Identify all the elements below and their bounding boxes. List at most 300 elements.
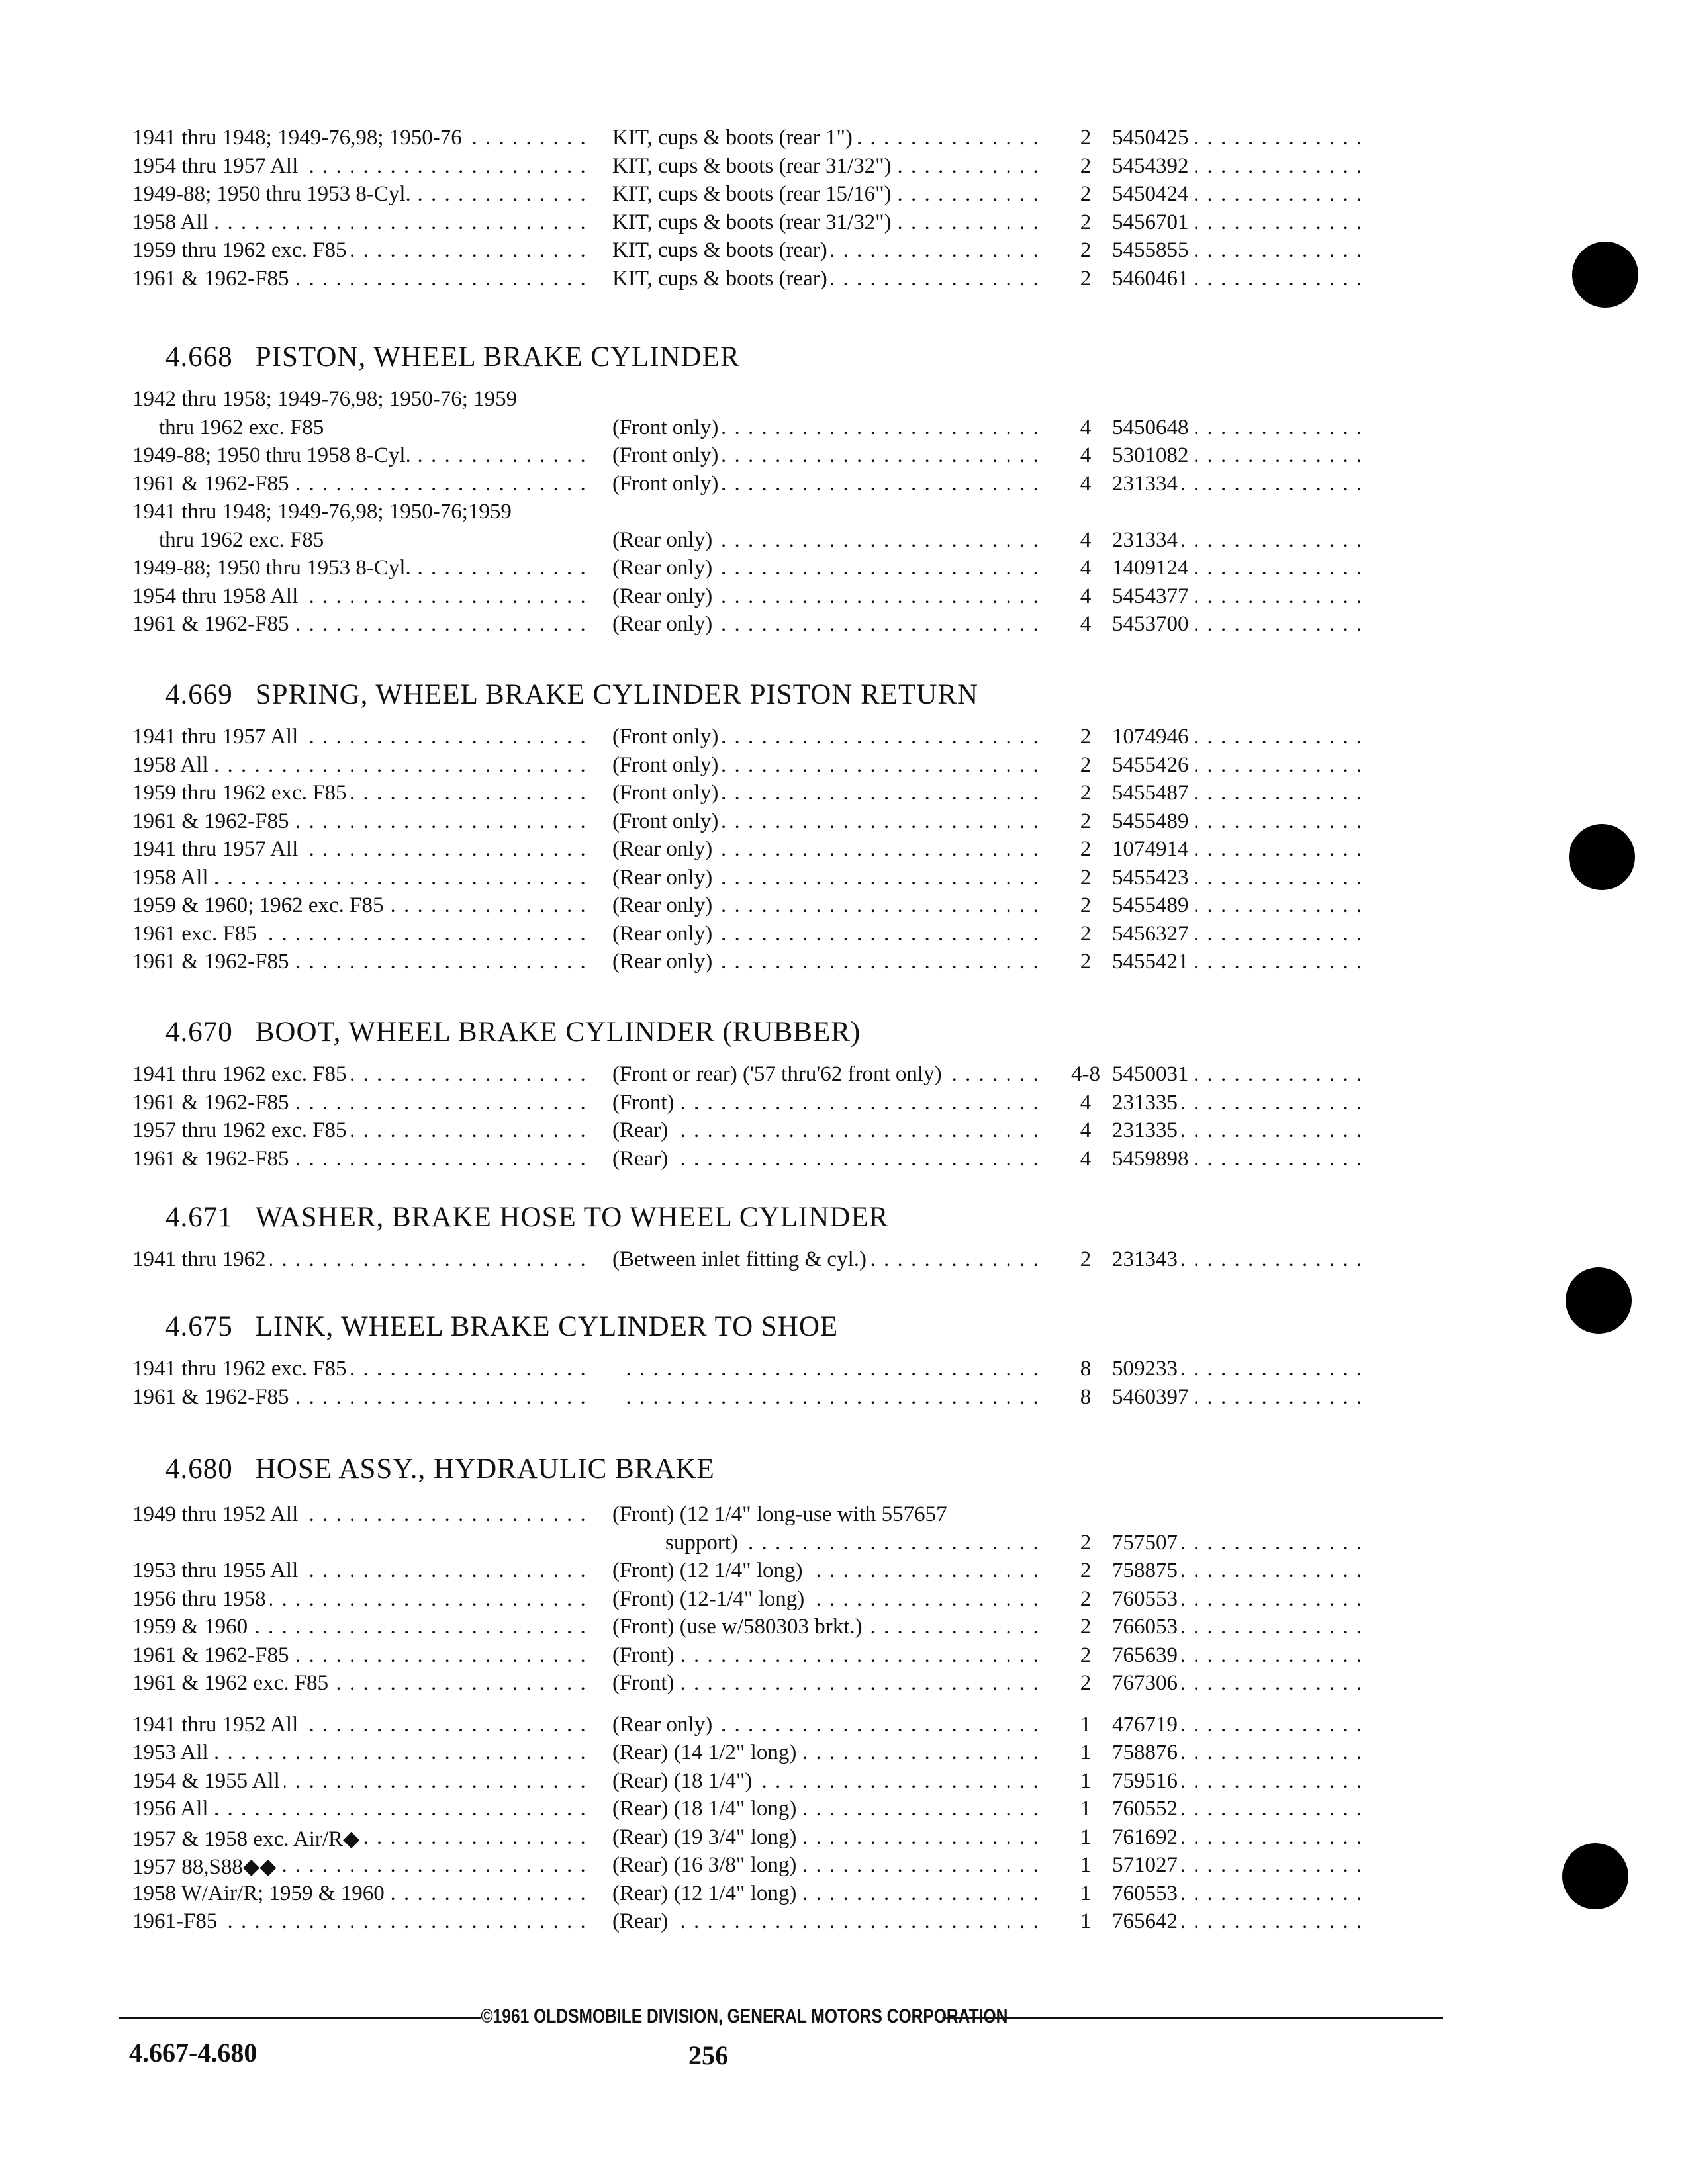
model-years-cell	[132, 922, 589, 946]
model-years-cell	[132, 1909, 589, 1934]
part-number-cell-text: 765639	[1112, 1643, 1182, 1667]
description-cell	[612, 950, 1046, 974]
catalog-row	[0, 1825, 1688, 1854]
model-years-cell-text: 1957 thru 1962 exc. F85	[132, 1118, 351, 1142]
quantity-cell	[1059, 1091, 1112, 1115]
quantity-cell	[1059, 1797, 1112, 1821]
model-years-cell-text: 1956 All	[132, 1797, 212, 1821]
description-cell-text: (Rear only)	[612, 893, 716, 917]
quantity-cell-text: 2	[1080, 893, 1092, 917]
description-cell	[612, 1091, 1046, 1115]
description-cell-text: (Front only)	[612, 781, 722, 805]
catalog-row	[0, 1713, 1688, 1742]
catalog-row	[0, 725, 1688, 754]
catalog-row	[0, 182, 1688, 211]
part-number-cell	[1112, 528, 1364, 553]
quantity-cell-text: 8	[1080, 1357, 1092, 1381]
part-number-cell-text: 5455487	[1112, 781, 1193, 805]
part-number-cell-text: 5456327	[1112, 922, 1193, 946]
section-number: 4.671	[165, 1202, 233, 1233]
catalog-row	[0, 1091, 1688, 1120]
catalog-row	[0, 1357, 1688, 1386]
part-number-cell	[1112, 1062, 1364, 1087]
quantity-cell-text: 2	[1080, 837, 1092, 861]
quantity-cell	[1059, 1385, 1112, 1410]
section-title: HOSE ASSY., HYDRAULIC BRAKE	[255, 1453, 715, 1484]
description-cell	[612, 443, 1046, 468]
catalog-row	[0, 1643, 1688, 1672]
catalog-row	[0, 1531, 1688, 1560]
catalog-row	[0, 154, 1688, 183]
description-cell	[612, 500, 1046, 524]
description-cell	[612, 1713, 1046, 1737]
part-number-cell-text: 758875	[1112, 1559, 1182, 1582]
description-cell	[612, 1769, 1046, 1794]
quantity-cell-text: 4	[1080, 556, 1092, 580]
binder-hole-1	[1572, 242, 1638, 308]
part-number-cell	[1112, 1559, 1364, 1583]
quantity-cell-text: 2	[1080, 1586, 1092, 1611]
model-years-cell-text: thru 1962 exc. F85	[132, 528, 328, 552]
quantity-cell-text: 2	[1080, 266, 1092, 291]
part-number-cell-text: 5455421	[1112, 950, 1193, 974]
part-number-cell	[1112, 1853, 1364, 1878]
description-cell-text: (Rear only)	[612, 556, 716, 580]
section-number: 4.675	[165, 1311, 233, 1342]
quantity-cell	[1059, 809, 1112, 834]
catalog-row	[0, 387, 1688, 416]
quantity-cell-text: 1	[1080, 1797, 1092, 1821]
description-cell-text: KIT, cups & boots (rear 15/16")	[612, 182, 896, 206]
part-number-cell-text: 231334	[1112, 528, 1182, 552]
quantity-cell	[1059, 1909, 1112, 1934]
quantity-cell-text: 2	[1080, 182, 1092, 206]
quantity-cell	[1059, 267, 1112, 291]
quantity-cell-text: 2	[1080, 921, 1092, 946]
quantity-cell	[1059, 1559, 1112, 1583]
description-cell	[612, 1357, 1046, 1381]
description-cell	[612, 556, 1046, 580]
quantity-cell-text: 4	[1080, 443, 1092, 467]
model-years-cell-text: 1961 & 1962-F85	[132, 1091, 293, 1115]
quantity-cell-text: 2	[1080, 950, 1092, 974]
model-years-cell-text: 1958 All	[132, 753, 212, 777]
quantity-cell	[1059, 1248, 1112, 1272]
quantity-cell	[1059, 210, 1112, 235]
description-cell-text: (Rear only)	[612, 950, 716, 974]
model-years-cell	[132, 753, 589, 778]
description-cell-text	[612, 500, 616, 523]
description-cell-text: (Front)	[612, 1643, 679, 1667]
model-years-cell	[132, 154, 589, 179]
catalog-row	[0, 1587, 1688, 1616]
model-years-cell-text: 1956 thru 1958	[132, 1587, 270, 1611]
part-number-cell-text: 5455489	[1112, 893, 1193, 917]
part-number-cell-text: 766053	[1112, 1615, 1182, 1639]
model-years-cell-text: 1958 W/Air/R; 1959 & 1960	[132, 1882, 389, 1905]
part-number-cell-text: 5450425	[1112, 126, 1193, 150]
model-years-cell	[132, 1671, 589, 1696]
quantity-cell	[1059, 922, 1112, 946]
section-number: 4.669	[165, 679, 233, 710]
catalog-row	[0, 1118, 1688, 1148]
description-cell-text: (Front)	[612, 1671, 679, 1695]
part-number-cell	[1112, 1248, 1364, 1272]
description-cell-text	[612, 387, 616, 411]
quantity-cell	[1059, 1671, 1112, 1696]
description-cell-text: KIT, cups & boots (rear 31/32")	[612, 154, 896, 178]
part-number-cell	[1112, 1502, 1364, 1527]
description-cell-text: (Front or rear) ('57 thru'62 front only)	[612, 1062, 946, 1086]
catalog-row	[0, 781, 1688, 810]
quantity-cell-text: 1	[1080, 1768, 1092, 1793]
model-years-cell-text: 1949 thru 1952 All	[132, 1502, 302, 1526]
description-cell	[612, 809, 1046, 834]
model-years-cell	[132, 1559, 589, 1583]
catalog-row	[0, 1147, 1688, 1176]
model-years-cell	[132, 1769, 589, 1794]
quantity-cell	[1059, 893, 1112, 918]
model-years-cell-text: 1959 thru 1962 exc. F85	[132, 238, 351, 262]
model-years-cell	[132, 1587, 589, 1612]
catalog-row	[0, 950, 1688, 979]
model-years-cell-text: 1961 exc. F85	[132, 922, 261, 946]
model-years-cell-text: 1953 All	[132, 1741, 212, 1764]
part-number-cell	[1112, 584, 1364, 609]
description-cell	[612, 1531, 1046, 1555]
catalog-row	[0, 1769, 1688, 1798]
catalog-row	[0, 1248, 1688, 1277]
catalog-row	[0, 612, 1688, 641]
model-years-cell	[132, 1118, 589, 1143]
description-cell	[612, 472, 1046, 496]
model-years-cell-text: 1959 & 1960; 1962 exc. F85	[132, 893, 387, 917]
model-years-cell	[132, 416, 589, 440]
description-cell	[612, 1882, 1046, 1906]
model-years-cell-text: 1941 thru 1962 exc. F85	[132, 1062, 351, 1086]
part-number-cell-text: 1409124	[1112, 556, 1193, 580]
catalog-row	[0, 1615, 1688, 1644]
model-years-cell-text: 1961 & 1962 exc. F85	[132, 1671, 332, 1695]
catalog-row	[0, 1502, 1688, 1531]
description-cell	[612, 1118, 1046, 1143]
description-cell	[612, 1248, 1046, 1272]
quantity-cell	[1059, 126, 1112, 150]
quantity-cell	[1059, 528, 1112, 553]
catalog-row	[0, 753, 1688, 782]
part-number-cell	[1112, 416, 1364, 440]
quantity-cell-text: 1	[1080, 1741, 1092, 1764]
description-cell	[612, 781, 1046, 805]
footer-page-number: 256	[688, 2040, 728, 2070]
description-cell	[612, 387, 1046, 412]
model-years-cell-text: 1961 & 1962-F85	[132, 1643, 293, 1667]
part-number-cell-text: 5456701	[1112, 210, 1193, 234]
quantity-cell-text: 1	[1080, 1881, 1092, 1905]
model-years-cell	[132, 210, 589, 235]
quantity-cell	[1059, 781, 1112, 805]
part-number-cell	[1112, 1909, 1364, 1934]
part-number-cell	[1112, 950, 1364, 974]
part-number-cell-text: 767306	[1112, 1671, 1182, 1695]
section-title: LINK, WHEEL BRAKE CYLINDER TO SHOE	[255, 1311, 839, 1342]
part-number-cell-text: 1074946	[1112, 725, 1193, 749]
binder-hole-3	[1566, 1267, 1632, 1334]
section-heading	[165, 1201, 888, 1234]
part-number-cell-text: 5454377	[1112, 584, 1193, 608]
catalog-row	[0, 126, 1688, 155]
description-cell-text: (Between inlet fitting & cyl.)	[612, 1248, 870, 1271]
description-cell-text: (Rear)	[612, 1909, 672, 1933]
model-years-cell	[132, 1741, 589, 1765]
quantity-cell-text: 4	[1080, 471, 1092, 496]
description-cell	[612, 1643, 1046, 1668]
catalog-row	[0, 500, 1688, 529]
quantity-cell	[1059, 1587, 1112, 1612]
part-number-cell-text: 231334	[1112, 472, 1182, 496]
part-number-cell	[1112, 1741, 1364, 1765]
model-years-cell	[132, 387, 589, 412]
catalog-row	[0, 1671, 1688, 1700]
description-cell-text	[612, 1357, 616, 1381]
part-number-cell	[1112, 866, 1364, 890]
section-number: 4.680	[165, 1453, 233, 1484]
catalog-row	[0, 528, 1688, 557]
quantity-cell-text: 4	[1080, 584, 1092, 608]
quantity-cell-text: 1	[1080, 1853, 1092, 1877]
description-cell	[612, 1741, 1046, 1765]
part-number-cell-text	[1112, 387, 1116, 411]
description-cell	[612, 837, 1046, 862]
part-number-cell	[1112, 1531, 1364, 1555]
part-number-cell-text: 760553	[1112, 1587, 1182, 1611]
quantity-cell-text: 1	[1080, 1909, 1092, 1933]
part-number-cell	[1112, 238, 1364, 263]
model-years-cell	[132, 1853, 589, 1880]
model-years-cell	[132, 612, 589, 637]
section-title: WASHER, BRAKE HOSE TO WHEEL CYLINDER	[255, 1202, 889, 1233]
part-number-cell	[1112, 1615, 1364, 1639]
catalog-row	[0, 1909, 1688, 1938]
model-years-cell	[132, 1531, 589, 1555]
footer-section-range: 4.667-4.680	[129, 2038, 258, 2068]
model-years-cell	[132, 1797, 589, 1821]
quantity-cell	[1059, 1853, 1112, 1878]
catalog-row	[0, 1062, 1688, 1091]
quantity-cell	[1059, 1713, 1112, 1737]
model-years-cell	[132, 1825, 589, 1852]
description-cell-text: (Rear) (16 3/8" long)	[612, 1853, 800, 1877]
part-number-cell	[1112, 612, 1364, 637]
model-years-cell-text: 1949-88; 1950 thru 1953 8-Cyl.	[132, 182, 415, 206]
quantity-cell-text: 4	[1080, 1118, 1092, 1142]
model-years-cell-text: 1941 thru 1952 All	[132, 1713, 302, 1737]
section-heading	[165, 678, 978, 711]
description-cell	[612, 584, 1046, 609]
quantity-cell	[1059, 1118, 1112, 1143]
quantity-cell	[1059, 1147, 1112, 1171]
quantity-cell	[1059, 1643, 1112, 1668]
model-years-cell	[132, 1091, 589, 1115]
quantity-cell-text: 2	[1080, 1530, 1092, 1555]
catalog-row	[0, 443, 1688, 473]
description-cell-text: (Rear)	[612, 1118, 672, 1142]
part-number-cell	[1112, 1118, 1364, 1143]
part-number-cell-text: 476719	[1112, 1713, 1182, 1737]
model-years-cell	[132, 837, 589, 862]
part-number-cell-text: 5450031	[1112, 1062, 1193, 1086]
quantity-cell	[1059, 584, 1112, 609]
part-number-cell-text: 760552	[1112, 1797, 1182, 1821]
model-years-cell	[132, 1385, 589, 1410]
part-number-cell-text: 5455489	[1112, 809, 1193, 833]
quantity-cell-text: 8	[1080, 1385, 1092, 1409]
description-cell-text: (Rear only)	[612, 922, 716, 946]
model-years-cell	[132, 182, 589, 206]
model-years-cell	[132, 1643, 589, 1668]
quantity-cell	[1059, 725, 1112, 749]
model-years-cell	[132, 1357, 589, 1381]
description-cell	[612, 1909, 1046, 1934]
description-cell-text: (Front only)	[612, 725, 722, 749]
part-number-cell-text: 231335	[1112, 1091, 1182, 1115]
model-years-cell-text: 1957 & 1958 exc. Air/R◆	[132, 1827, 363, 1851]
model-years-cell	[132, 1882, 589, 1906]
part-number-cell	[1112, 126, 1364, 150]
catalog-row	[0, 556, 1688, 585]
catalog-row	[0, 1741, 1688, 1770]
part-number-cell-text: 5460397	[1112, 1385, 1193, 1409]
description-cell	[612, 238, 1046, 263]
model-years-cell-text: 1958 All	[132, 866, 212, 889]
description-cell	[612, 1615, 1046, 1639]
model-years-cell-text: 1961 & 1962-F85	[132, 267, 293, 291]
description-cell-text: (Rear) (18 1/4" long)	[612, 1797, 800, 1821]
model-years-cell-text: 1961 & 1962-F85	[132, 1147, 293, 1171]
part-number-cell-text: 760553	[1112, 1882, 1182, 1905]
model-years-cell	[132, 500, 589, 524]
part-number-cell	[1112, 556, 1364, 580]
model-years-cell	[132, 584, 589, 609]
quantity-cell	[1059, 1062, 1112, 1087]
section-heading	[165, 341, 740, 373]
model-years-cell	[132, 238, 589, 263]
quantity-cell-text: 2	[1080, 210, 1092, 234]
quantity-cell-text: 4	[1080, 612, 1092, 636]
model-years-cell	[132, 725, 589, 749]
model-years-cell-text: 1941 thru 1957 All	[132, 837, 302, 861]
description-cell-text: (Rear) (14 1/2" long)	[612, 1741, 800, 1764]
part-number-cell-text	[1112, 500, 1116, 523]
part-number-cell	[1112, 182, 1364, 206]
part-number-cell	[1112, 893, 1364, 918]
description-cell-text: support)	[612, 1531, 742, 1555]
quantity-cell	[1059, 1357, 1112, 1381]
description-cell	[612, 182, 1046, 206]
description-cell-text: (Rear only)	[612, 584, 716, 608]
footer-copyright: ©1961 OLDSMOBILE DIVISION, GENERAL MOTORS CORPORATION	[481, 2005, 1008, 2027]
quantity-cell-text: 4	[1080, 415, 1092, 439]
section-heading	[165, 1016, 861, 1048]
part-number-cell	[1112, 472, 1364, 496]
description-cell-text: (Front only)	[612, 472, 722, 496]
description-cell-text: (Rear)	[612, 1147, 672, 1171]
model-years-cell-text: 1941 thru 1962 exc. F85	[132, 1357, 351, 1381]
description-cell	[612, 1062, 1046, 1087]
description-cell	[612, 126, 1046, 150]
model-years-cell-text: 1953 thru 1955 All	[132, 1559, 302, 1582]
quantity-cell-text: 2	[1080, 154, 1092, 178]
model-years-cell-text: 1941 thru 1957 All	[132, 725, 302, 749]
model-years-cell	[132, 267, 589, 291]
catalog-row	[0, 416, 1688, 445]
binder-hole-2	[1569, 824, 1635, 890]
part-number-cell	[1112, 1825, 1364, 1850]
part-number-cell-text: 765642	[1112, 1909, 1182, 1933]
description-cell-text: (Rear only)	[612, 612, 716, 636]
model-years-cell-text: 1961 & 1962-F85	[132, 1385, 293, 1409]
part-number-cell-text: 757507	[1112, 1531, 1182, 1555]
description-cell-text: (Front only)	[612, 753, 722, 777]
model-years-cell-text: 1961 & 1962-F85	[132, 612, 293, 636]
quantity-cell-text: 2	[1080, 809, 1092, 833]
description-cell	[612, 267, 1046, 291]
part-number-cell-text: 759516	[1112, 1769, 1182, 1793]
part-number-cell	[1112, 922, 1364, 946]
description-cell-text: (Front only)	[612, 416, 722, 439]
model-years-cell	[132, 809, 589, 834]
catalog-row	[0, 267, 1688, 296]
part-number-cell	[1112, 1357, 1364, 1381]
quantity-cell	[1059, 238, 1112, 263]
part-number-cell	[1112, 267, 1364, 291]
model-years-cell	[132, 893, 589, 918]
description-cell-text: (Front) (use w/580303 brkt.)	[612, 1615, 867, 1639]
description-cell	[612, 1825, 1046, 1850]
model-years-cell	[132, 1713, 589, 1737]
description-cell-text: (Rear only)	[612, 866, 716, 889]
model-years-cell	[132, 950, 589, 974]
part-number-cell	[1112, 837, 1364, 862]
description-cell	[612, 753, 1046, 778]
section-heading	[165, 1310, 838, 1343]
description-cell-text: (Front) (12 1/4" long)	[612, 1559, 807, 1582]
part-number-cell	[1112, 210, 1364, 235]
quantity-cell	[1059, 950, 1112, 974]
model-years-cell-text: 1949-88; 1950 thru 1958 8-Cyl.	[132, 443, 415, 467]
part-number-cell-text: 758876	[1112, 1741, 1182, 1764]
part-number-cell-text: 5454392	[1112, 154, 1193, 178]
quantity-cell-text: 2	[1080, 725, 1092, 749]
model-years-cell-text: 1961 & 1962-F85	[132, 950, 293, 974]
part-number-cell	[1112, 809, 1364, 834]
catalog-row	[0, 238, 1688, 267]
description-cell-text: (Front)	[612, 1091, 679, 1115]
quantity-cell	[1059, 753, 1112, 778]
part-number-cell-text: 571027	[1112, 1853, 1182, 1877]
model-years-cell	[132, 1248, 589, 1272]
quantity-cell	[1059, 1769, 1112, 1794]
section-title: BOOT, WHEEL BRAKE CYLINDER (RUBBER)	[255, 1017, 861, 1048]
description-cell-text: KIT, cups & boots (rear 1")	[612, 126, 857, 150]
description-cell	[612, 1587, 1046, 1612]
part-number-cell-text: 5455423	[1112, 866, 1193, 889]
description-cell-text: (Rear) (19 3/4" long)	[612, 1825, 800, 1849]
part-number-cell-text: 5455426	[1112, 753, 1193, 777]
part-number-cell	[1112, 725, 1364, 749]
model-years-cell-text: 1958 All	[132, 210, 212, 234]
model-years-cell-text: 1941 thru 1962	[132, 1248, 270, 1271]
